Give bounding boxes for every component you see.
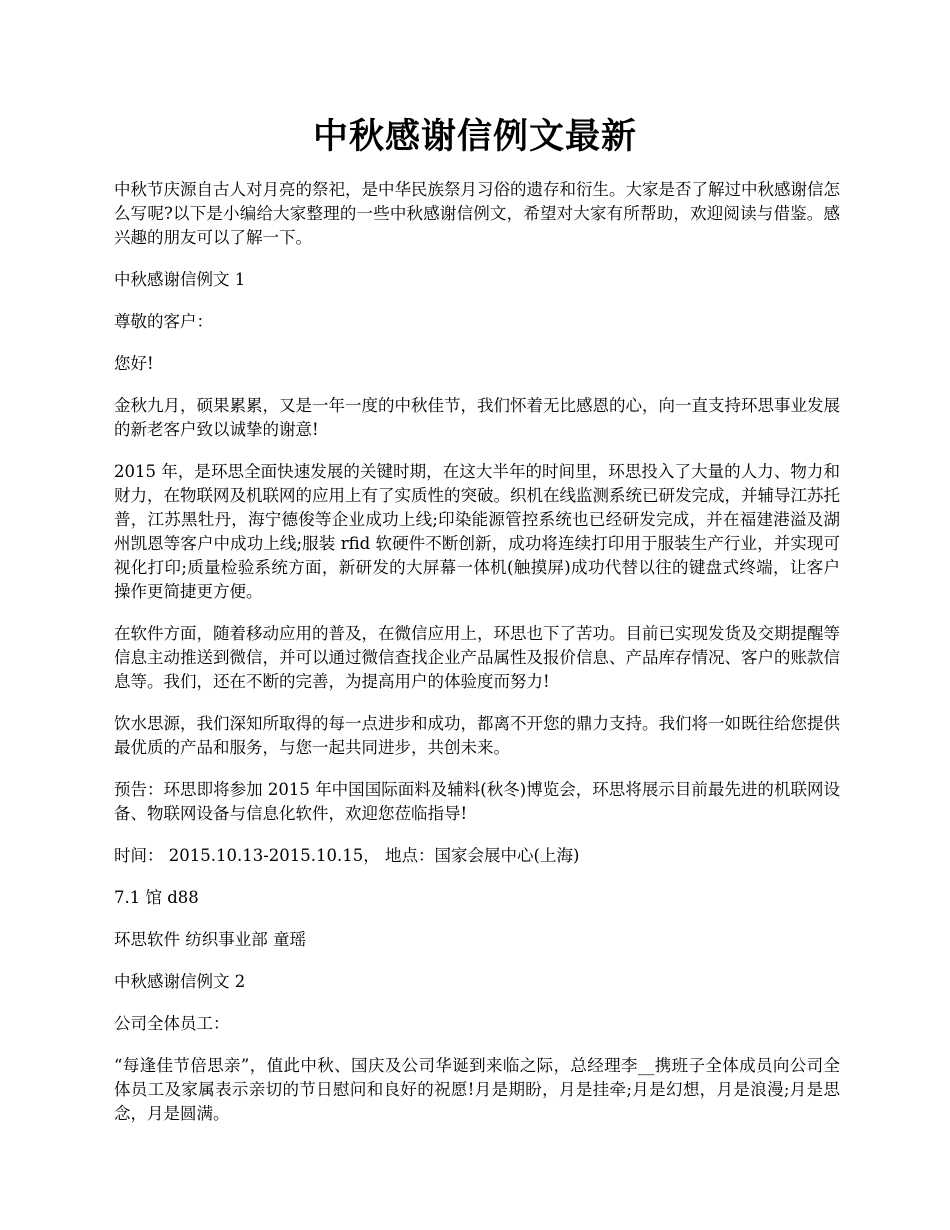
- document-title: 中秋感谢信例文最新: [312, 116, 637, 157]
- body-paragraph: “每逢佳节倍思亲”，值此中秋、国庆及公司华诞到来临之际，总经理李__携班子全体成员向公司全体员工及家属表示亲切的节日慰问和良好的祝愿!月是期盼，月是挂牵;月是幻想，月是浪漫;月是思念，月是圆满。: [114, 1056, 840, 1123]
- salutation: 尊敬的客户：: [114, 312, 213, 331]
- section-heading-2: 中秋感谢信例文 2: [114, 972, 246, 991]
- salutation: 公司全体员工：: [114, 1014, 230, 1033]
- body-paragraph: 2015 年，是环思全面快速发展的关键时期，在这大半年的时间里，环思投入了大量的人力、物力和财力，在物联网及机联网的应用上有了实质性的突破。织机在线监测系统已研发完成，并辅导江苏托普，江苏黑牡丹，海宁德俊等企业成功上线;印染能源管控系统也已经研发完成，并在福建港溢及湖州凯恩等客户中成功上线;服装 rfid 软硬件不断创新，成功将连续打印用于服装生产行业，并实现可视化打印;质量检验系统方面，新研发的大屏幕一体机(触摸屏)成功代替以往的键盘式终端，让客户操作更简捷更方便。: [114, 462, 840, 601]
- document-body: [114, 178, 840, 1144]
- signature-line: 环思软件 纺织事业部 童瑶: [114, 930, 306, 949]
- announcement-paragraph: 预告：环思即将参加 2015 年中国国际面料及辅料(秋冬)博览会，环思将展示目前最先进的机联网设备、物联网设备与信息化软件，欢迎您莅临指导!: [114, 780, 840, 823]
- body-paragraph: 金秋九月，硕果累累，又是一年一度的中秋佳节，我们怀着无比感恩的心，向一直支持环思事业发展的新老客户致以诚挚的谢意!: [114, 396, 840, 439]
- greeting: 您好!: [114, 354, 154, 373]
- booth-line: 7.1 馆 d88: [114, 888, 199, 907]
- section-heading-1: 中秋感谢信例文 1: [114, 270, 246, 289]
- body-paragraph: 饮水思源，我们深知所取得的每一点进步和成功，都离不开您的鼎力支持。我们将一如既往给您提供最优质的产品和服务，与您一起共同进步，共创未来。: [114, 714, 840, 757]
- body-paragraph: 在软件方面，随着移动应用的普及，在微信应用上，环思也下了苦功。目前已实现发货及交期提醒等信息主动推送到微信，并可以通过微信查找企业产品属性及报价信息、产品库存情况、客户的账款信息等。我们，还在不断的完善，为提高用户的体验度而努力!: [114, 624, 840, 691]
- intro-paragraph: 中秋节庆源自古人对月亮的祭祀，是中华民族祭月习俗的遗存和衍生。大家是否了解过中秋感谢信怎么写呢?以下是小编给大家整理的一些中秋感谢信例文，希望对大家有所帮助，欢迎阅读与借鉴。感兴趣的朋友可以了解一下。: [114, 180, 840, 247]
- time-location-line: 时间： 2015.10.13-2015.10.15， 地点：国家会展中心(上海): [114, 846, 580, 865]
